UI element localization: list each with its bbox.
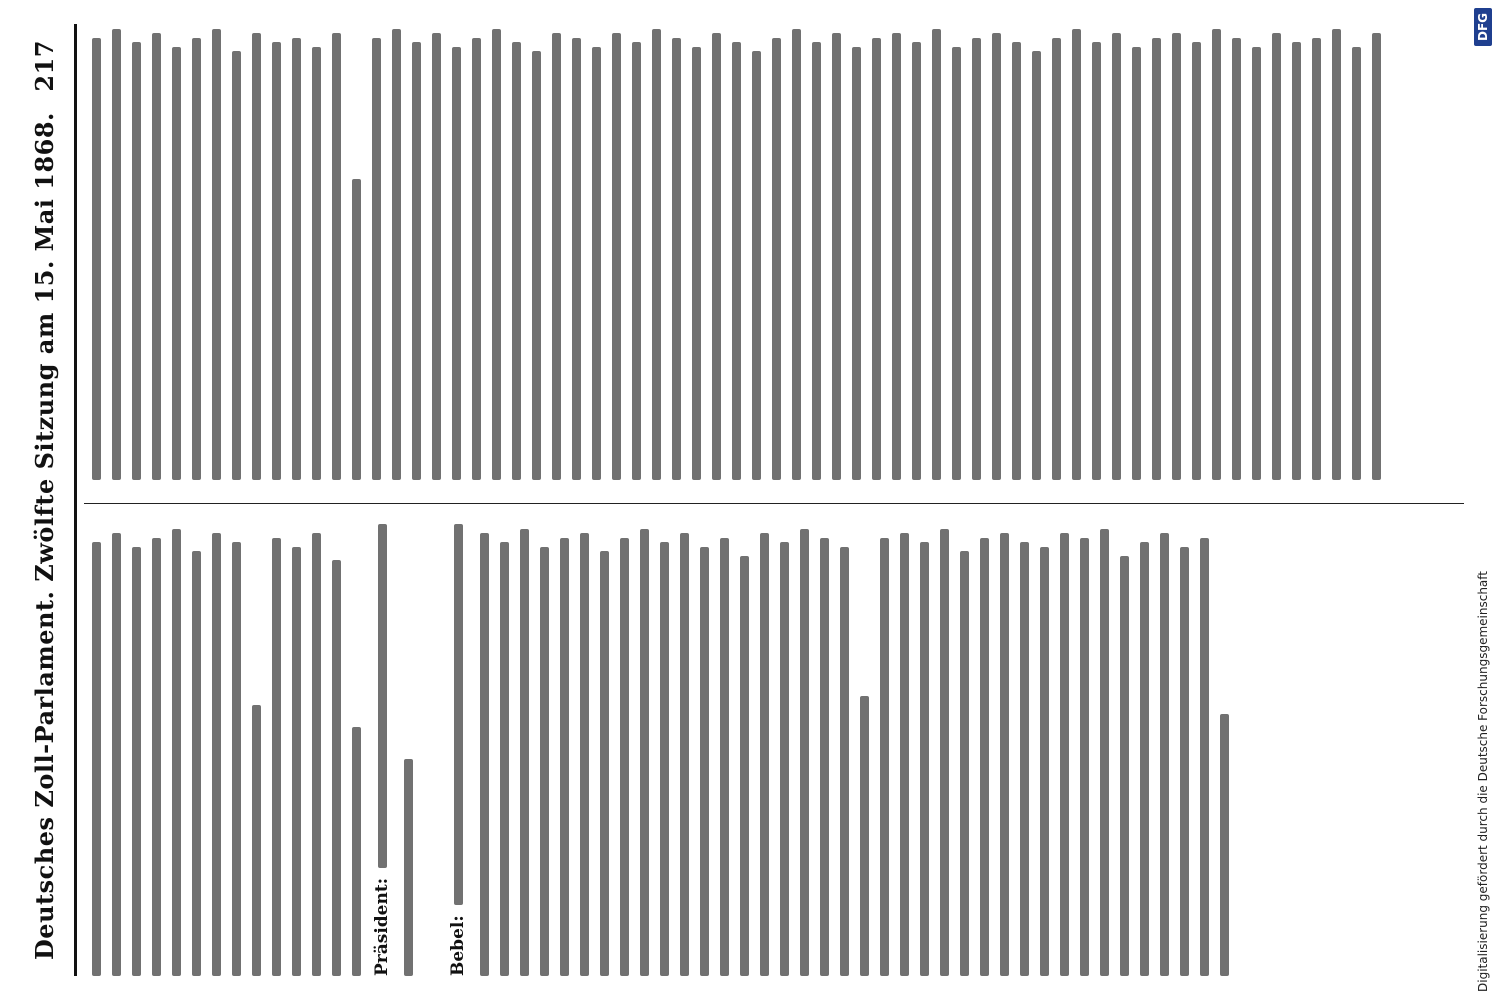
text-line: [332, 560, 341, 976]
text-line: [1040, 547, 1049, 976]
text-line: [1312, 38, 1321, 480]
text-line: [192, 38, 201, 480]
text-line: [532, 51, 541, 480]
text-line: [232, 542, 241, 976]
text-line: [880, 538, 889, 976]
page-number: 217: [29, 40, 59, 92]
text-line: [812, 42, 821, 480]
text-line: [840, 547, 849, 976]
column-divider: [84, 503, 1464, 504]
text-line: [1180, 547, 1189, 976]
text-line: [980, 538, 989, 976]
text-line: [612, 33, 621, 480]
text-line: [112, 533, 121, 976]
text-line: [700, 547, 709, 976]
text-line: [1072, 29, 1081, 480]
text-line: [512, 42, 521, 480]
text-line: [892, 33, 901, 480]
text-line: [1332, 29, 1341, 480]
text-line: [712, 33, 721, 480]
digitization-note: [1468, 8, 1498, 992]
text-line: [520, 529, 529, 976]
text-line: [292, 38, 301, 480]
text-line: [352, 179, 361, 480]
text-line: [132, 42, 141, 480]
text-line: [772, 38, 781, 480]
text-line: [1200, 538, 1209, 976]
text-line: [1160, 533, 1169, 976]
text-line: [1100, 529, 1109, 976]
text-line: [392, 29, 401, 480]
text-line: [800, 529, 809, 976]
speaker-name: Bebel:: [448, 915, 468, 976]
text-line: [1052, 38, 1061, 480]
text-line: [600, 551, 609, 976]
text-line: [1220, 714, 1229, 976]
text-line: [480, 533, 489, 976]
text-line: [152, 538, 161, 976]
text-line: [560, 538, 569, 976]
text-line: [540, 547, 549, 976]
text-line: [580, 533, 589, 976]
text-line: [672, 38, 681, 480]
text-line: [1020, 542, 1029, 976]
text-line: [132, 547, 141, 976]
text-line: [192, 551, 201, 976]
text-line: [740, 556, 749, 976]
text-line: [252, 33, 261, 480]
text-line: [1032, 51, 1041, 480]
text-line: [820, 538, 829, 976]
text-line: [212, 533, 221, 976]
page-header-title: Deutsches Zoll-Parlament. Zwölfte Sitzung am 15. Mai 1868.: [29, 112, 59, 960]
text-column-left: [92, 524, 1452, 976]
text-line: [432, 33, 441, 480]
text-line: [232, 51, 241, 480]
text-line: [632, 42, 641, 480]
dfg-note-text: Digitalisierung gefördert durch die Deutsche Forschungsgemeinschaft: [1476, 570, 1490, 992]
text-line: [1132, 47, 1141, 480]
text-line: [1232, 38, 1241, 480]
text-line: [412, 42, 421, 480]
text-line: [860, 696, 869, 976]
text-line: [592, 47, 601, 480]
text-line: [552, 33, 561, 480]
text-line: [272, 538, 281, 976]
text-line: [932, 29, 941, 480]
text-line: [852, 47, 861, 480]
text-line: [1140, 542, 1149, 976]
text-line: [172, 529, 181, 976]
text-line: [500, 542, 509, 976]
header-rule: [74, 24, 77, 976]
text-line: [620, 538, 629, 976]
text-line: [832, 33, 841, 480]
text-line: [404, 759, 413, 976]
text-line: [312, 533, 321, 976]
text-line: [1120, 556, 1129, 976]
text-line: [452, 47, 461, 480]
dfg-logo: DFG: [1474, 8, 1492, 46]
text-line: [112, 29, 121, 480]
text-line: [1272, 33, 1281, 480]
text-line: [912, 42, 921, 480]
text-line: [972, 38, 981, 480]
text-line: [312, 47, 321, 480]
text-line: [1212, 29, 1221, 480]
speaker-name: Präsident:: [372, 878, 392, 976]
text-line: [292, 547, 301, 976]
text-line: [332, 33, 341, 480]
text-line: [692, 47, 701, 480]
speaker-line: [448, 524, 468, 976]
text-column-right: [92, 24, 1452, 480]
text-line: [760, 533, 769, 976]
text-line: [940, 529, 949, 976]
text-line: [992, 33, 1001, 480]
text-line: [212, 29, 221, 480]
text-line: [1012, 42, 1021, 480]
running-head: [20, 40, 68, 960]
text-line: [252, 705, 261, 976]
text-line: [372, 38, 381, 480]
text-line: [720, 538, 729, 976]
text-line: [472, 38, 481, 480]
text-line: [920, 542, 929, 976]
text-line: [1172, 33, 1181, 480]
text-line: [1000, 533, 1009, 976]
text-line: [872, 38, 881, 480]
text-line: [900, 533, 909, 976]
text-line: [952, 47, 961, 480]
text-line: [1060, 533, 1069, 976]
text-line: [680, 533, 689, 976]
text-line: [1152, 38, 1161, 480]
text-line: [1192, 42, 1201, 480]
text-line: [1292, 42, 1301, 480]
text-line: [640, 529, 649, 976]
text-line: [1080, 538, 1089, 976]
text-line: [780, 542, 789, 976]
text-line: [792, 29, 801, 480]
text-line: [1112, 33, 1121, 480]
text-line: [732, 42, 741, 480]
text-line: [652, 29, 661, 480]
text-line: [352, 727, 361, 976]
text-line: [1372, 33, 1381, 480]
text-line: [1092, 42, 1101, 480]
text-line: [172, 47, 181, 480]
text-line: [152, 33, 161, 480]
text-line: [572, 38, 581, 480]
text-line: [1252, 47, 1261, 480]
text-line: [752, 51, 761, 480]
text-line: [272, 42, 281, 480]
speaker-line: [372, 524, 392, 976]
text-line: [92, 38, 101, 480]
text-line: [492, 29, 501, 480]
text-line: [660, 542, 669, 976]
text-line: [1352, 47, 1361, 480]
text-line: [960, 551, 969, 976]
text-line: [92, 542, 101, 976]
